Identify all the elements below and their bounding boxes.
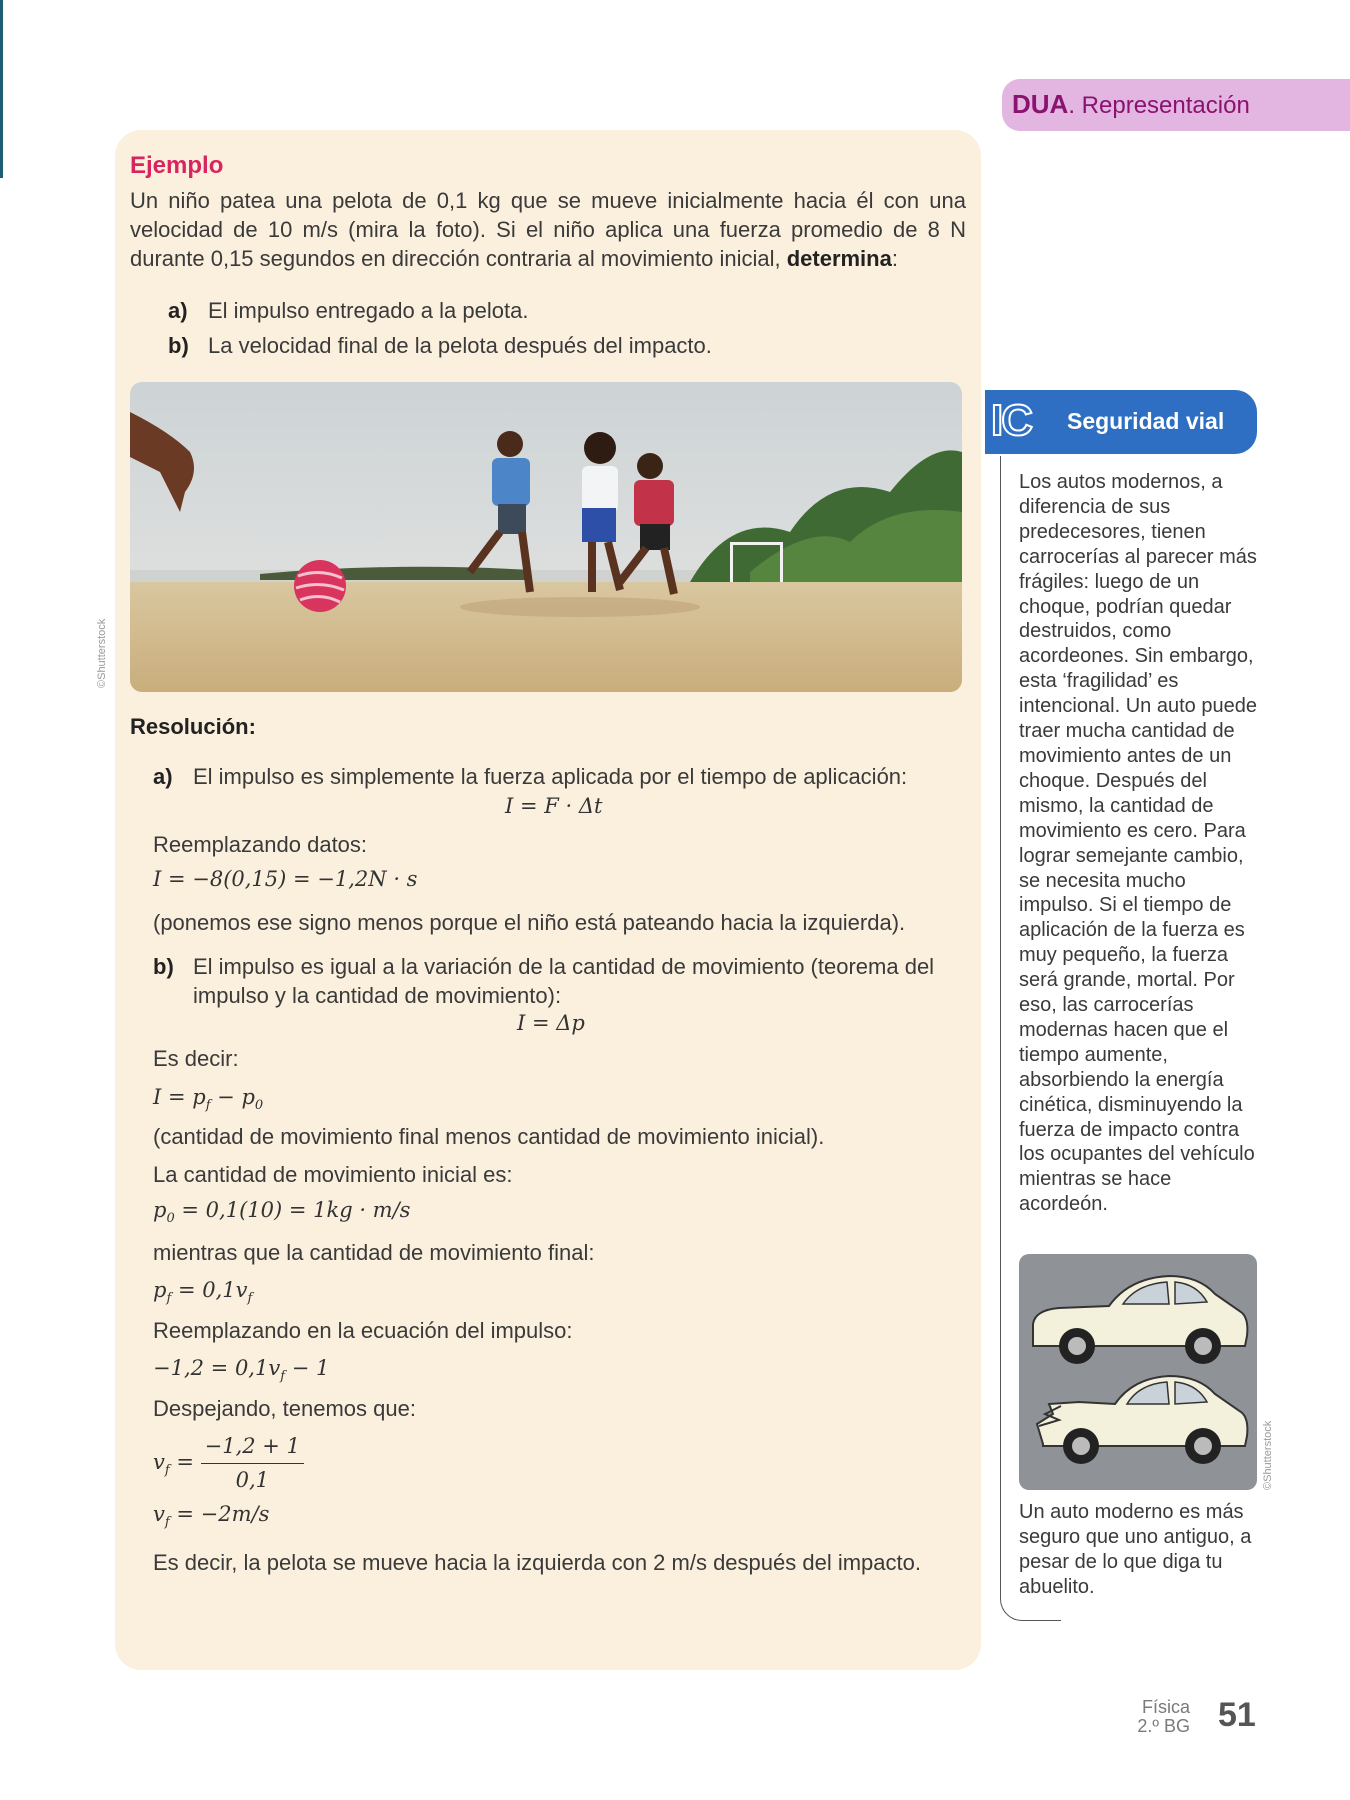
cars-caption: Un auto moderno es más seguro que uno antiguo, a pesar de lo que diga tu abuelito. <box>1019 1501 1252 1598</box>
beach-soccer-photo <box>130 382 962 692</box>
equation-impulse-value: I = −8(0,15) = −1,2N · s <box>153 867 418 891</box>
road-safety-title: Seguridad vial <box>1067 408 1225 434</box>
solving-label: Despejando, tenemos que: <box>153 1396 416 1421</box>
dua-representation-tab <box>1002 79 1350 131</box>
equation-initial-momentum: $p_0 = 0,1(10) = 1kg \cdot m/s$ <box>153 1198 411 1227</box>
equation-final-velocity-fraction: $v_f$ = $\frac{-1,2 + 1}{0,1}$ <box>153 1432 304 1495</box>
question-b: b) La velocidad final de la pelota después del impacto. <box>168 333 712 358</box>
es-decir-label: Es decir: <box>153 1046 239 1071</box>
cars-illustration <box>1019 1254 1257 1490</box>
equation-final-momentum: $p_f = 0,1v_f$ <box>153 1278 253 1307</box>
delta-p-note: (cantidad de movimiento final menos cantidad de movimiento inicial). <box>153 1124 825 1149</box>
example-box <box>115 130 981 1670</box>
road-safety-header <box>985 390 1257 454</box>
equation-impulse-definition: I = F · Δt <box>505 794 603 818</box>
sign-note: (ponemos ese signo menos porque el niño está pateando hacia la izquierda). <box>153 910 906 935</box>
equation-impulse-momentum: I = Δp <box>517 1011 585 1035</box>
footer-subject-grade <box>1120 1698 1190 1736</box>
resolution-b-line1: b) El impulso es igual a la variación de la cantidad de movimiento (teorema del <box>153 954 935 979</box>
equation-final-velocity-result: $v_f = -2m/s$ <box>153 1502 270 1531</box>
question-a: a) El impulso entregado a la pelota. <box>168 298 529 323</box>
cars-image-credit: ©Shutterstock <box>1262 1420 1274 1490</box>
conclusion: Es decir, la pelota se mueve hacia la izquierda con 2 m/s después del impacto. <box>153 1550 921 1575</box>
resolution-b-line2: impulso y la cantidad de movimiento): <box>193 983 562 1008</box>
replace-label-2: Reemplazando en la ecuación del impulso: <box>153 1318 573 1343</box>
equation-substitution: $-1,2 = 0,1v_f - 1$ <box>153 1356 330 1385</box>
replace-label-1: Reemplazando datos: <box>153 832 368 857</box>
footer-subject: Física <box>1141 1697 1190 1717</box>
ic-logo-icon: IC <box>991 396 1031 445</box>
resolution-a: a) El impulso es simplemente la fuerza aplicada por el tiempo de aplicación: <box>153 764 908 789</box>
example-statement: Un niño patea una pelota de 0,1 kg que se mueve inicialmente hacia él con una velocidad de 10 m/s (mira la foto). Si el niño aplica una fuerza promedio de 8 N durante 0,15 segundos en dirección contraria al movimiento inicial, determina: <box>130 188 966 271</box>
example-title: Ejemplo <box>130 152 224 179</box>
road-safety-text: Los autos modernos, a diferencia de sus predecesores, tienen carrocerías al parecer más frágiles: luego de un choque, podrían quedar destruidos, como acordeones. Sin embargo, esta ‘fragilidad’ es intencional. Un auto puede traer mucha cantidad de movimiento antes de un choque. Después del mismo, la cantidad de movimiento es cero. Para lograr semejante cambio, se necesita mucho impulso. Si el tiempo de aplicación de la fuerza es muy pequeño, la fuerza será grande, mortal. Por eso, las carrocerías modernas hacen que el tiempo aumente, absorbiendo la energía cinética, disminuyendo la fuerza de impacto contra los ocupantes del vehículo mientras se hace acordeón. <box>1019 471 1257 1216</box>
photo-credit: ©Shutterstock <box>96 618 108 688</box>
initial-momentum-label: La cantidad de movimiento inicial es: <box>153 1162 513 1187</box>
equation-delta-p: $I = p_f - p_0$ <box>153 1085 264 1114</box>
resolution-title: Resolución: <box>130 714 256 739</box>
page-number: 51 <box>1218 1696 1256 1734</box>
velocity-fraction: $\frac{-1,2 + 1}{0,1}$ <box>201 1432 304 1495</box>
footer-grade: 2.º BG <box>1137 1716 1190 1736</box>
final-momentum-label: mientras que la cantidad de movimiento final: <box>153 1240 595 1265</box>
dua-tab-label: DUA. Representación <box>1012 89 1250 119</box>
left-edge-rule <box>0 0 3 178</box>
